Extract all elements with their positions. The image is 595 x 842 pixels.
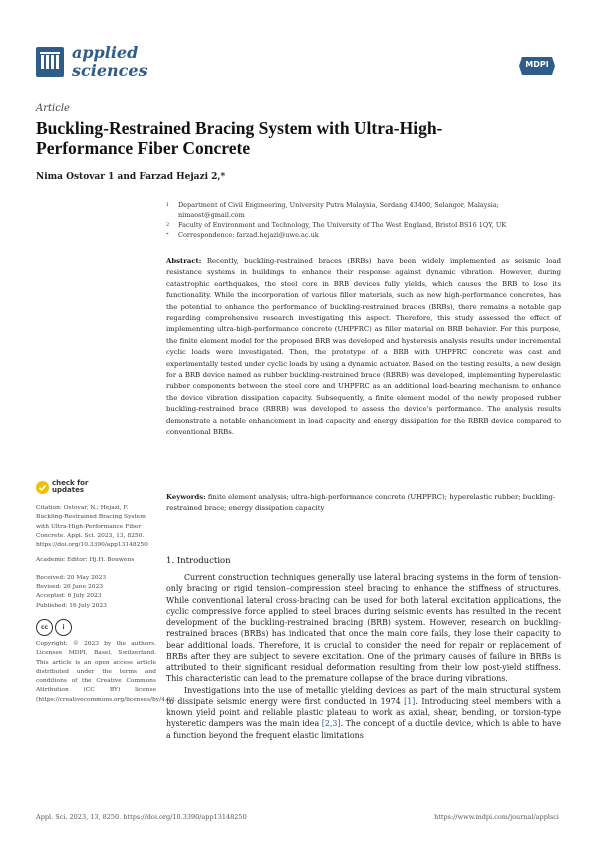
keywords-text: finite element analysis; ultra-high-performance concrete (UHPFRC); hyperelastic rubber; buckling-restrained brace; energy dissipation capacity (166, 493, 556, 513)
sidebar (36, 479, 177, 711)
citation: Citation: Ostovar, N.; Hejazi, F. Buckling-Restrained Bracing System with Ultra-High-Performance Fiber Concrete. Appl. Sci. 2023, 13, 8250. https://doi.org/10.3390/app13148250 (36, 505, 148, 549)
intro-paragraph-2: Investigations into the use of metallic yielding devices as part of the main structural system to dissipate seismic energy were first conducted in 1974 [1]. Introducing steel members with a known yield point and reliable plastic plateau to work as axial, shear, bending, or torsion-type hysteretic dampers was the main idea [2,3]. The concept of a ductile device, which is able to have a function beyond the frequent elastic limitations (166, 685, 561, 740)
attribution-icon: i (55, 619, 72, 636)
affiliations (166, 200, 566, 240)
paper-title: Buckling-Restrained Bracing System with Ultra-High-Performance Fiber Concrete (36, 118, 443, 158)
abstract-label: Abstract: (166, 257, 202, 265)
check-updates-icon (36, 481, 49, 494)
journal-name-line1: applied (72, 43, 139, 62)
reference-link-2-3[interactable]: [2,3] (321, 719, 341, 729)
keywords (166, 492, 561, 515)
journal-logo (36, 47, 64, 77)
affiliation-1: 1 Department of Civil Engineering, University Putra Malaysia, Serdang 43400, Selangor, Malaysia; nimaost@gmail.com (166, 201, 499, 219)
check-for-updates-button[interactable] (36, 480, 156, 494)
copyright-notice: Copyright: © 2023 by the authors. Licensee MDPI, Basel, Switzerland. This article is an open access article distributed under the terms and conditions of the Creative Commons Attribution (CC BY) license (https://creativecommons.org/licenses/by/4.0/). (36, 640, 177, 703)
footer-journal-url[interactable]: https://www.mdpi.com/journal/applsci (434, 813, 559, 821)
page-footer (36, 813, 559, 821)
accepted-date: Accepted: 6 July 2023 (36, 593, 102, 600)
journal-logo-icon (40, 52, 60, 72)
correspondence: * Correspondence: farzad.hejazi@uwe.ac.uk (166, 231, 319, 239)
affiliation-2: 2 Faculty of Environment and Technology, The University of The West England, Bristol BS16 1QY, UK (166, 221, 507, 229)
abstract (166, 256, 561, 439)
section-heading-introduction: 1. Introduction (166, 556, 231, 566)
revised-date: Revised: 26 June 2023 (36, 584, 103, 591)
intro-paragraph-1: Current construction techniques generally use lateral bracing systems in the form of tension-only bracing or rigid tension–compression steel bracing to enhance the stiffness of structures. While conventional lateral cross-bracing can be used for both lateral excitation applications, the cyclic compressive force applied to steel braces during seismic events has resulted in the recent development of the buckling-restrained bracing (BRB) system. However, research on buckling-restrained braces (BRBs) has indicated that once the main core fails, they lose their capacity to bear additional loads. Therefore, it is crucial to consider the need for repair or replacement of BRBs after they are subject to severe excitation. One of the primary causes of failure in BRBs is attributed to their significant residual deformation resulting from their low post-yield stiffness. This characteristic can lead to the premature collapse of the brace during vibrations. (166, 573, 561, 684)
reference-link-1[interactable]: [1] (404, 696, 416, 706)
published-date: Published: 16 July 2023 (36, 602, 107, 609)
journal-name-line2: sciences (72, 61, 148, 80)
cc-icon: cc (36, 619, 53, 636)
publisher-logo (518, 56, 556, 76)
footer-citation: Appl. Sci. 2023, 13, 8250. https://doi.org/10.3390/app13148250 (36, 813, 247, 821)
check-line1: check for (52, 479, 89, 487)
publisher-label: MDPI (525, 60, 549, 69)
academic-editor: Academic Editor: Hj.H. Bouwens (36, 557, 135, 564)
author-list: Nima Ostovar 1 and Farzad Hejazi 2,* (36, 172, 226, 182)
keywords-label: Keywords: (166, 493, 206, 501)
check-line2: updates (52, 486, 84, 494)
introduction-body (166, 572, 561, 741)
abstract-text: Recently, buckling-restrained braces (BRBs) have been widely implemented as seismic load resistance systems in buildings to enhance their response against dynamic vibration. However, during catastrophic earthquakes, the steel core in BRB devices fully yields, which causes the BRB to lose its functionality. While the incorporation of various filler materials, such as new high-performance concretes, has the potential to enhance the performance of buckling-restrained braces (BRBs), there remains a notable gap regarding comprehensive research investigating this aspect. Therefore, this study assessed the effect of implementing ultra-high-performance concrete (UHPFRC) as filler material on BRB behavior. For this purpose, the finite element model for the proposed BRB was developed and hysteresis analysis results under incremental cyclic loads were investigated. Then, the prototype of a BRB with UHPFRC concrete was cast and experimentally tested under cyclic loads by using a dynamic actuator. Based on the testing results, a new design for a BRB device named as rubber buckling-restrained brace (RBRB) was developed, implementing hyperelastic rubber components between the steel core and UHPFRC as an additional load-bearing mechanism to enhance the device vibration dissipation capacity. Subsequently, a finite element model of the newly proposed rubber buckling-restrained brace (RBRB) was developed to assess the device's performance. The analysis results demonstrate a notable enhancement in load capacity and energy dissipation for the RBRB device compared to conventional BRBs. (166, 257, 561, 437)
cc-license-badge[interactable] (36, 619, 156, 636)
article-type: Article (36, 103, 70, 114)
received-date: Received: 20 May 2023 (36, 574, 107, 581)
journal-name (72, 44, 148, 80)
